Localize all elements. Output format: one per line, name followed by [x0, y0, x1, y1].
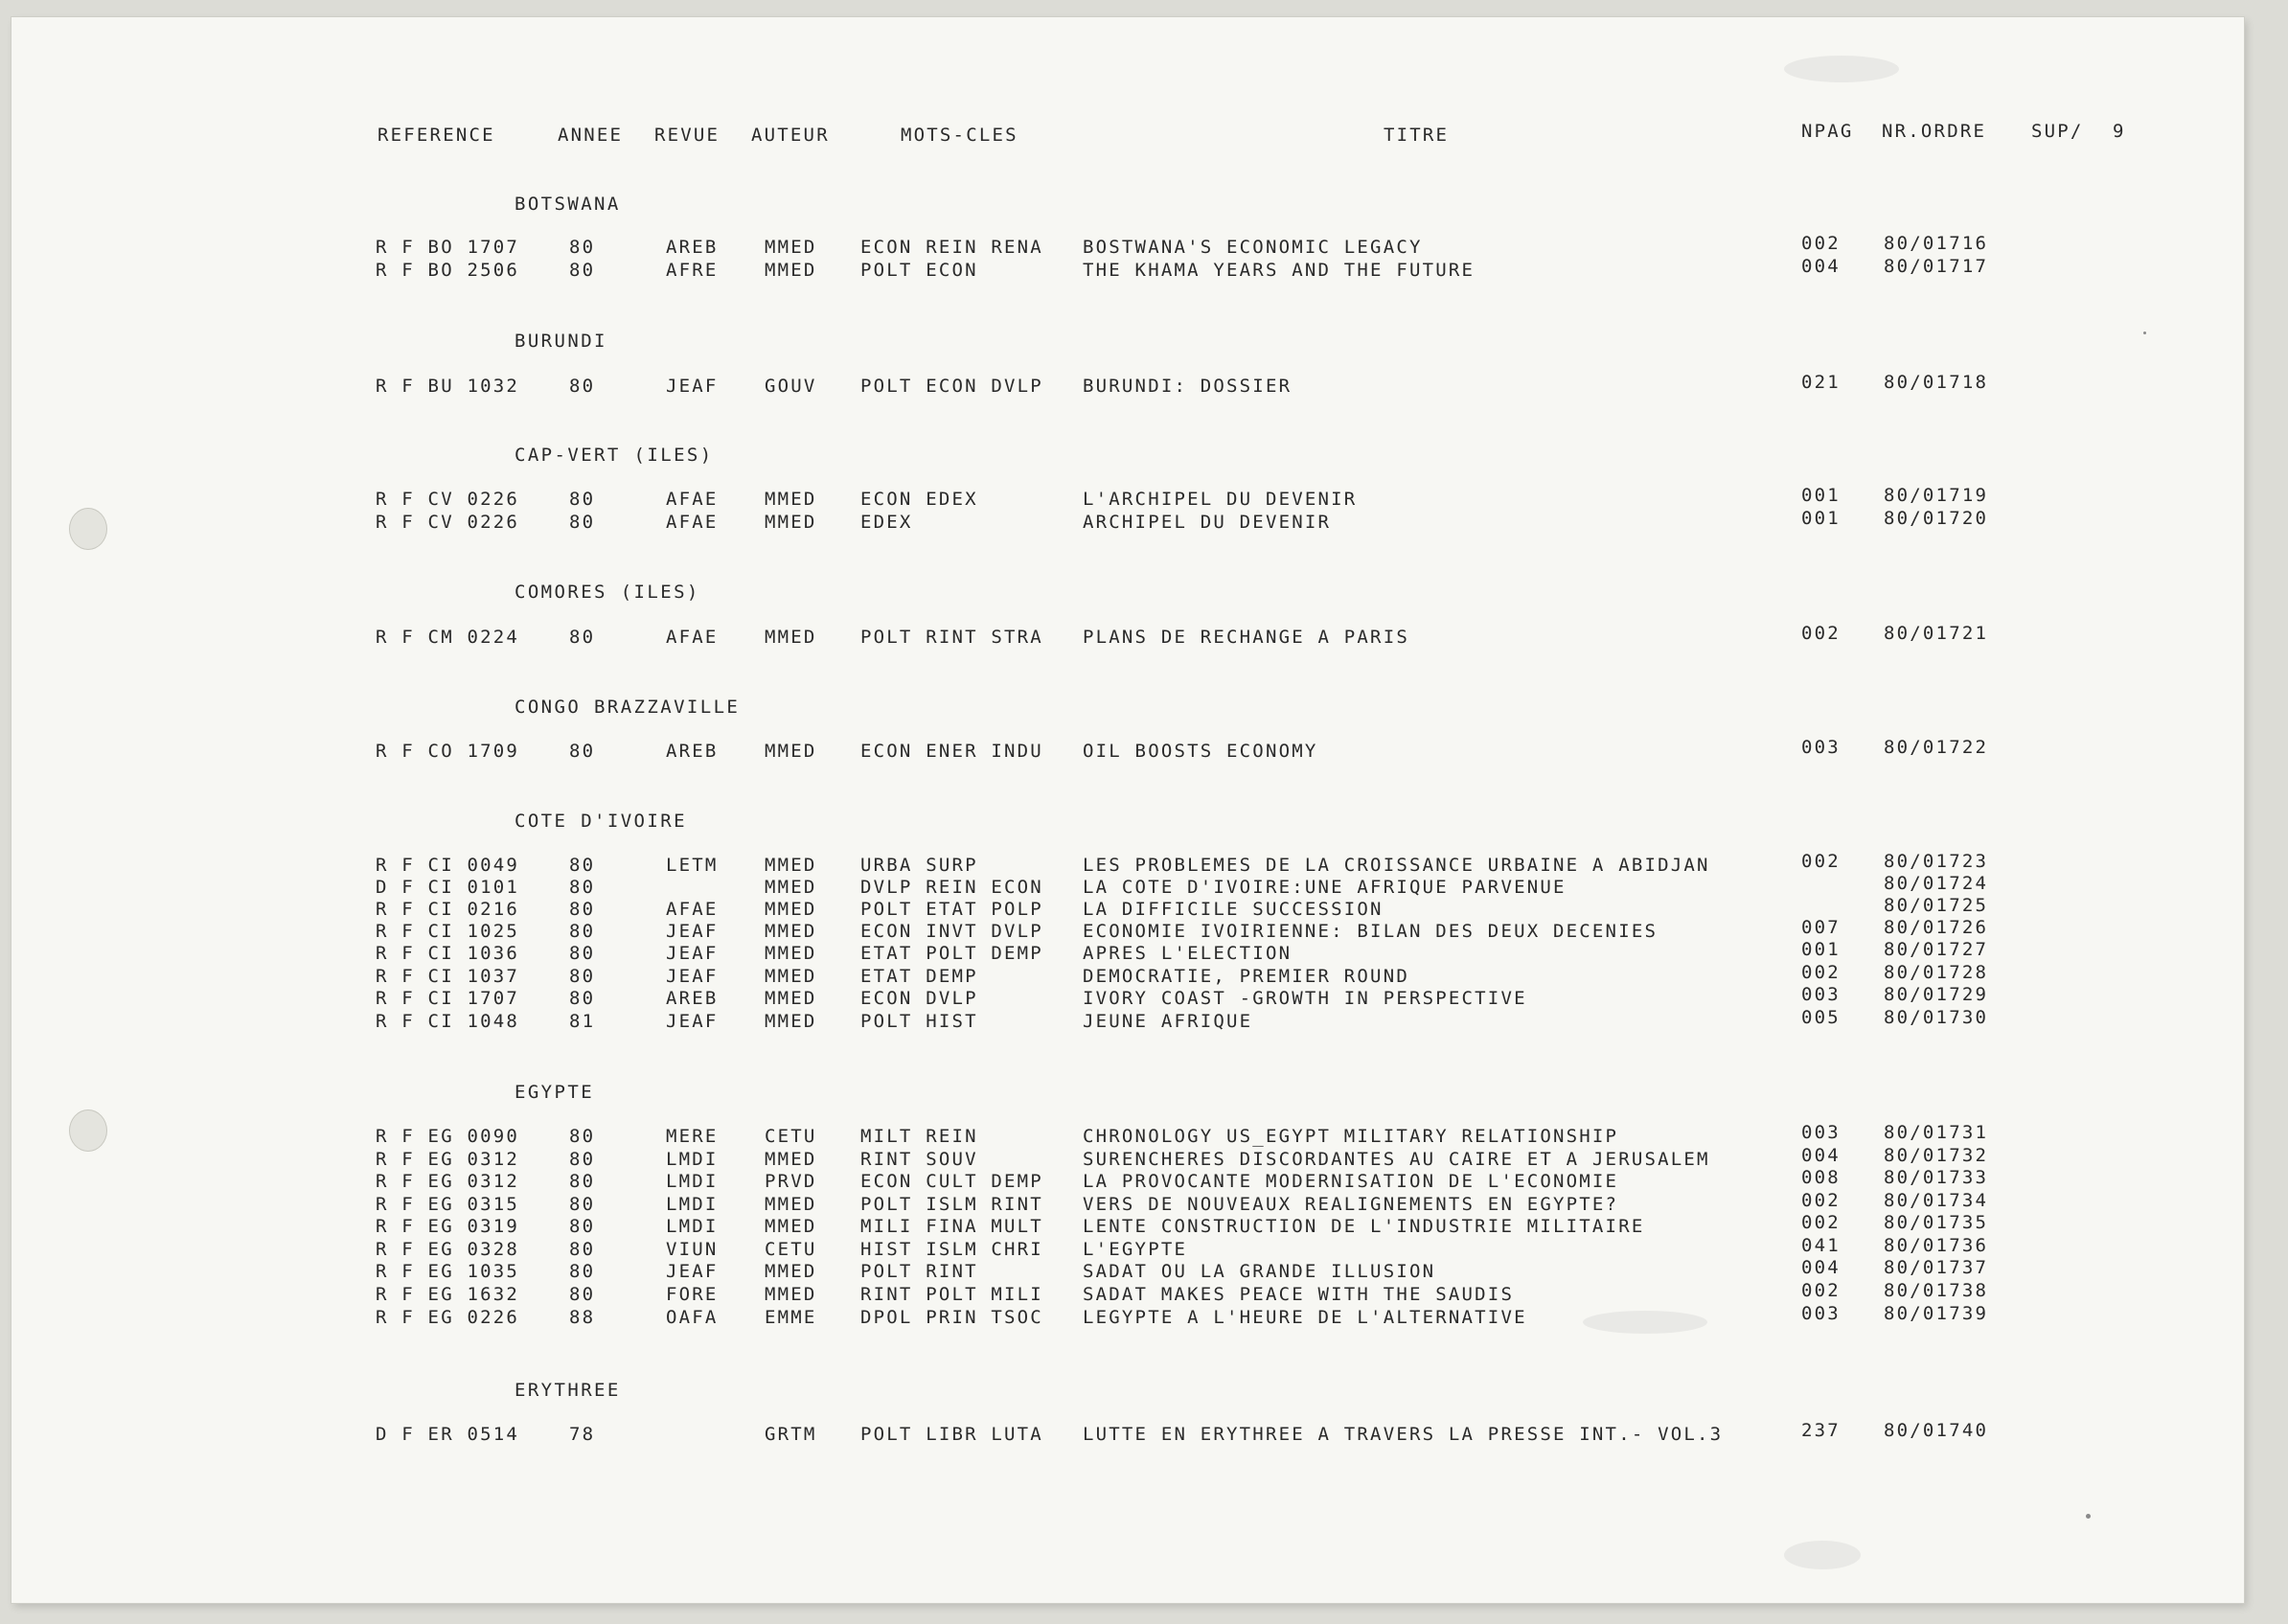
cell-titre: LA PROVOCANTE MODERNISATION DE L'ECONOMIE	[1083, 1171, 1619, 1192]
cell-reference: R F CI 1036	[376, 943, 520, 964]
cell-reference: R F CO 1709	[376, 741, 520, 762]
cell-nr-ordre: 80/01722	[1884, 737, 1989, 758]
cell-nr-ordre: 80/01720	[1884, 508, 1989, 529]
cell-reference: R F EG 1632	[376, 1284, 520, 1305]
cell-auteur: MMED	[765, 1261, 817, 1282]
cell-revue: JEAF	[666, 966, 719, 987]
cell-auteur: MMED	[765, 512, 817, 533]
cell-titre: SADAT MAKES PEACE WITH THE SAUDIS	[1083, 1284, 1515, 1305]
cell-nr-ordre: 80/01725	[1884, 895, 1989, 916]
cell-auteur: MMED	[765, 741, 817, 762]
cell-reference: R F CI 0216	[376, 899, 520, 920]
cell-annee: 88	[569, 1307, 596, 1328]
header-titre: TITRE	[1384, 125, 1450, 146]
cell-reference: R F BO 2506	[376, 260, 520, 281]
cell-reference: D F ER 0514	[376, 1424, 520, 1445]
header-revue: REVUE	[654, 125, 721, 146]
cell-npag: 002	[1801, 1190, 1841, 1211]
cell-revue: LETM	[666, 855, 719, 876]
cell-auteur: MMED	[765, 237, 817, 258]
cell-nr-ordre: 80/01734	[1884, 1190, 1989, 1211]
cell-annee: 80	[569, 1194, 596, 1215]
cell-reference: R F EG 0315	[376, 1194, 520, 1215]
cell-mots-cles: POLT HIST	[860, 1011, 978, 1032]
cell-annee: 80	[569, 943, 596, 964]
cell-titre: PLANS DE RECHANGE A PARIS	[1083, 627, 1409, 648]
cell-revue: AFAE	[666, 627, 719, 648]
cell-reference: R F BO 1707	[376, 237, 520, 258]
cell-reference: R F CI 1048	[376, 1011, 520, 1032]
cell-annee: 80	[569, 512, 596, 533]
cell-npag: 003	[1801, 1303, 1841, 1324]
cell-npag: 002	[1801, 851, 1841, 872]
cell-auteur: PRVD	[765, 1171, 817, 1192]
section-heading: BOTSWANA	[515, 194, 621, 215]
cell-annee: 78	[569, 1424, 596, 1445]
cell-annee: 80	[569, 741, 596, 762]
header-npag: NPAG	[1801, 121, 1854, 142]
cell-nr-ordre: 80/01731	[1884, 1122, 1989, 1143]
cell-npag: 041	[1801, 1235, 1841, 1256]
cell-annee: 80	[569, 1171, 596, 1192]
cell-titre: LA COTE D'IVOIRE:UNE AFRIQUE PARVENUE	[1083, 877, 1567, 898]
cell-mots-cles: RINT POLT MILI	[860, 1284, 1043, 1305]
cell-titre: LENTE CONSTRUCTION DE L'INDUSTRIE MILITAIRE	[1083, 1216, 1645, 1237]
cell-reference: R F CV 0226	[376, 512, 520, 533]
cell-auteur: CETU	[765, 1126, 817, 1147]
cell-nr-ordre: 80/01732	[1884, 1145, 1989, 1166]
cell-annee: 80	[569, 899, 596, 920]
cell-annee: 80	[569, 260, 596, 281]
cell-npag: 004	[1801, 256, 1841, 277]
cell-auteur: MMED	[765, 855, 817, 876]
cell-mots-cles: POLT ECON DVLP	[860, 376, 1043, 397]
cell-mots-cles: POLT RINT STRA	[860, 627, 1043, 648]
cell-nr-ordre: 80/01733	[1884, 1167, 1989, 1188]
cell-reference: R F BU 1032	[376, 376, 520, 397]
cell-annee: 80	[569, 1126, 596, 1147]
cell-npag: 002	[1801, 623, 1841, 644]
cell-titre: SURENCHERES DISCORDANTES AU CAIRE ET A JERUSALEM	[1083, 1149, 1710, 1170]
section-heading: CAP-VERT (ILES)	[515, 445, 714, 466]
cell-annee: 80	[569, 376, 596, 397]
cell-annee: 80	[569, 966, 596, 987]
cell-npag: 001	[1801, 508, 1841, 529]
cell-nr-ordre: 80/01719	[1884, 485, 1989, 506]
cell-revue: MERE	[666, 1126, 719, 1147]
cell-revue: AREB	[666, 237, 719, 258]
cell-reference: R F EG 0090	[376, 1126, 520, 1147]
cell-titre: BURUNDI: DOSSIER	[1083, 376, 1293, 397]
cell-auteur: MMED	[765, 877, 817, 898]
cell-titre: APRES L'ELECTION	[1083, 943, 1293, 964]
header-annee: ANNEE	[558, 125, 624, 146]
cell-titre: IVORY COAST -GROWTH IN PERSPECTIVE	[1083, 988, 1527, 1009]
page-number: 9	[2113, 121, 2126, 142]
cell-titre: LA DIFFICILE SUCCESSION	[1083, 899, 1384, 920]
cell-nr-ordre: 80/01740	[1884, 1420, 1989, 1441]
cell-npag: 002	[1801, 1212, 1841, 1233]
cell-annee: 80	[569, 921, 596, 942]
cell-npag: 007	[1801, 917, 1841, 938]
cell-revue: AFAE	[666, 489, 719, 510]
cell-npag: 008	[1801, 1167, 1841, 1188]
cell-nr-ordre: 80/01718	[1884, 372, 1989, 393]
cell-titre: JEUNE AFRIQUE	[1083, 1011, 1253, 1032]
cell-auteur: MMED	[765, 1194, 817, 1215]
cell-auteur: MMED	[765, 1149, 817, 1170]
cell-nr-ordre: 80/01724	[1884, 873, 1989, 894]
cell-mots-cles: ECON INVT DVLP	[860, 921, 1043, 942]
cell-nr-ordre: 80/01728	[1884, 962, 1989, 983]
cell-auteur: MMED	[765, 627, 817, 648]
cell-mots-cles: HIST ISLM CHRI	[860, 1239, 1043, 1260]
cell-titre: L'EGYPTE	[1083, 1239, 1188, 1260]
cell-npag: 004	[1801, 1145, 1841, 1166]
cell-mots-cles: POLT ISLM RINT	[860, 1194, 1043, 1215]
cell-reference: R F CI 1707	[376, 988, 520, 1009]
cell-revue: LMDI	[666, 1149, 719, 1170]
cell-mots-cles: ECON CULT DEMP	[860, 1171, 1043, 1192]
cell-titre: SADAT OU LA GRANDE ILLUSION	[1083, 1261, 1436, 1282]
cell-titre: LUTTE EN ERYTHREE A TRAVERS LA PRESSE INT.- VOL.3	[1083, 1424, 1724, 1445]
cell-auteur: GOUV	[765, 376, 817, 397]
cell-revue: VIUN	[666, 1239, 719, 1260]
cell-titre: OIL BOOSTS ECONOMY	[1083, 741, 1318, 762]
cell-nr-ordre: 80/01739	[1884, 1303, 1989, 1324]
cell-reference: R F CI 1025	[376, 921, 520, 942]
cell-titre: L'ARCHIPEL DU DEVENIR	[1083, 489, 1358, 510]
cell-mots-cles: POLT RINT	[860, 1261, 978, 1282]
cell-annee: 80	[569, 877, 596, 898]
cell-nr-ordre: 80/01716	[1884, 233, 1989, 254]
scan-dot	[2086, 1514, 2091, 1519]
cell-annee: 80	[569, 1216, 596, 1237]
section-heading: ERYTHREE	[515, 1380, 621, 1401]
scan-smudge	[1784, 56, 1899, 82]
cell-titre: CHRONOLOGY US_EGYPT MILITARY RELATIONSHIP	[1083, 1126, 1619, 1147]
scan-smudge	[1583, 1311, 1707, 1334]
cell-nr-ordre: 80/01729	[1884, 984, 1989, 1005]
cell-auteur: GRTM	[765, 1424, 817, 1445]
cell-auteur: MMED	[765, 943, 817, 964]
cell-nr-ordre: 80/01723	[1884, 851, 1989, 872]
scan-dot	[2143, 332, 2146, 334]
scan-smudge	[1784, 1541, 1861, 1569]
cell-reference: R F CI 0049	[376, 855, 520, 876]
cell-mots-cles: ETAT DEMP	[860, 966, 978, 987]
header-mots-cles: MOTS-CLES	[901, 125, 1018, 146]
cell-auteur: MMED	[765, 988, 817, 1009]
cell-auteur: MMED	[765, 1284, 817, 1305]
cell-mots-cles: ECON DVLP	[860, 988, 978, 1009]
cell-npag: 002	[1801, 1280, 1841, 1301]
cell-npag: 001	[1801, 939, 1841, 960]
cell-nr-ordre: 80/01721	[1884, 623, 1989, 644]
cell-reference: R F EG 0312	[376, 1149, 520, 1170]
cell-revue: AFAE	[666, 512, 719, 533]
cell-auteur: MMED	[765, 1216, 817, 1237]
cell-titre: BOSTWANA'S ECONOMIC LEGACY	[1083, 237, 1423, 258]
cell-npag: 237	[1801, 1420, 1841, 1441]
cell-nr-ordre: 80/01736	[1884, 1235, 1989, 1256]
cell-mots-cles: POLT ECON	[860, 260, 978, 281]
header-auteur: AUTEUR	[751, 125, 830, 146]
cell-nr-ordre: 80/01717	[1884, 256, 1989, 277]
cell-auteur: MMED	[765, 899, 817, 920]
cell-auteur: MMED	[765, 966, 817, 987]
cell-annee: 80	[569, 1284, 596, 1305]
section-heading: COTE D'IVOIRE	[515, 811, 687, 832]
cell-mots-cles: URBA SURP	[860, 855, 978, 876]
cell-revue: JEAF	[666, 943, 719, 964]
cell-reference: R F EG 1035	[376, 1261, 520, 1282]
cell-auteur: EMME	[765, 1307, 817, 1328]
cell-revue: JEAF	[666, 1261, 719, 1282]
cell-npag: 003	[1801, 737, 1841, 758]
cell-revue: AFAE	[666, 899, 719, 920]
cell-npag: 005	[1801, 1007, 1841, 1028]
header-sup: SUP/	[2031, 121, 2084, 142]
cell-titre: LES PROBLEMES DE LA CROISSANCE URBAINE A ABIDJAN	[1083, 855, 1710, 876]
cell-mots-cles: DPOL PRIN TSOC	[860, 1307, 1043, 1328]
cell-nr-ordre: 80/01737	[1884, 1257, 1989, 1278]
cell-revue: JEAF	[666, 1011, 719, 1032]
cell-revue: AFRE	[666, 260, 719, 281]
header-nr-ordre: NR.ORDRE	[1882, 121, 1987, 142]
cell-annee: 80	[569, 489, 596, 510]
cell-mots-cles: ECON ENER INDU	[860, 741, 1043, 762]
cell-mots-cles: ETAT POLT DEMP	[860, 943, 1043, 964]
cell-npag: 004	[1801, 1257, 1841, 1278]
cell-annee: 81	[569, 1011, 596, 1032]
cell-nr-ordre: 80/01738	[1884, 1280, 1989, 1301]
cell-annee: 80	[569, 1239, 596, 1260]
cell-annee: 80	[569, 1261, 596, 1282]
cell-mots-cles: ECON EDEX	[860, 489, 978, 510]
cell-revue: LMDI	[666, 1216, 719, 1237]
cell-mots-cles: POLT ETAT POLP	[860, 899, 1043, 920]
cell-npag: 002	[1801, 233, 1841, 254]
cell-revue: OAFA	[666, 1307, 719, 1328]
cell-reference: R F EG 0319	[376, 1216, 520, 1237]
cell-titre: DEMOCRATIE, PREMIER ROUND	[1083, 966, 1409, 987]
cell-mots-cles: DVLP REIN ECON	[860, 877, 1043, 898]
cell-annee: 80	[569, 988, 596, 1009]
section-heading: EGYPTE	[515, 1082, 595, 1103]
section-heading: COMORES (ILES)	[515, 582, 700, 603]
cell-auteur: MMED	[765, 921, 817, 942]
cell-titre: ARCHIPEL DU DEVENIR	[1083, 512, 1332, 533]
cell-mots-cles: ECON REIN RENA	[860, 237, 1043, 258]
cell-annee: 80	[569, 1149, 596, 1170]
header-reference: REFERENCE	[378, 125, 495, 146]
cell-annee: 80	[569, 237, 596, 258]
cell-nr-ordre: 80/01727	[1884, 939, 1989, 960]
cell-mots-cles: EDEX	[860, 512, 913, 533]
cell-revue: LMDI	[666, 1171, 719, 1192]
cell-npag: 003	[1801, 1122, 1841, 1143]
punch-hole	[69, 1109, 107, 1152]
cell-titre: LEGYPTE A L'HEURE DE L'ALTERNATIVE	[1083, 1307, 1527, 1328]
cell-reference: R F CI 1037	[376, 966, 520, 987]
cell-mots-cles: MILI FINA MULT	[860, 1216, 1043, 1237]
cell-auteur: MMED	[765, 489, 817, 510]
cell-reference: R F EG 0226	[376, 1307, 520, 1328]
cell-revue: AREB	[666, 741, 719, 762]
cell-reference: R F CV 0226	[376, 489, 520, 510]
cell-reference: R F EG 0312	[376, 1171, 520, 1192]
cell-revue: AREB	[666, 988, 719, 1009]
cell-auteur: MMED	[765, 260, 817, 281]
cell-titre: ECONOMIE IVOIRIENNE: BILAN DES DEUX DECENIES	[1083, 921, 1659, 942]
cell-npag: 021	[1801, 372, 1841, 393]
cell-npag: 003	[1801, 984, 1841, 1005]
cell-auteur: MMED	[765, 1011, 817, 1032]
cell-reference: R F EG 0328	[376, 1239, 520, 1260]
cell-mots-cles: POLT LIBR LUTA	[860, 1424, 1043, 1445]
cell-revue: LMDI	[666, 1194, 719, 1215]
cell-revue: JEAF	[666, 376, 719, 397]
cell-nr-ordre: 80/01726	[1884, 917, 1989, 938]
cell-reference: D F CI 0101	[376, 877, 520, 898]
section-heading: CONGO BRAZZAVILLE	[515, 697, 741, 718]
cell-titre: VERS DE NOUVEAUX REALIGNEMENTS EN EGYPTE?	[1083, 1194, 1619, 1215]
cell-mots-cles: MILT REIN	[860, 1126, 978, 1147]
punch-hole	[69, 508, 107, 550]
cell-nr-ordre: 80/01730	[1884, 1007, 1989, 1028]
cell-revue: FORE	[666, 1284, 719, 1305]
section-heading: BURUNDI	[515, 331, 607, 352]
cell-npag: 001	[1801, 485, 1841, 506]
cell-mots-cles: RINT SOUV	[860, 1149, 978, 1170]
cell-auteur: CETU	[765, 1239, 817, 1260]
cell-npag: 002	[1801, 962, 1841, 983]
cell-annee: 80	[569, 855, 596, 876]
cell-reference: R F CM 0224	[376, 627, 520, 648]
cell-annee: 80	[569, 627, 596, 648]
cell-titre: THE KHAMA YEARS AND THE FUTURE	[1083, 260, 1476, 281]
cell-revue: JEAF	[666, 921, 719, 942]
cell-nr-ordre: 80/01735	[1884, 1212, 1989, 1233]
